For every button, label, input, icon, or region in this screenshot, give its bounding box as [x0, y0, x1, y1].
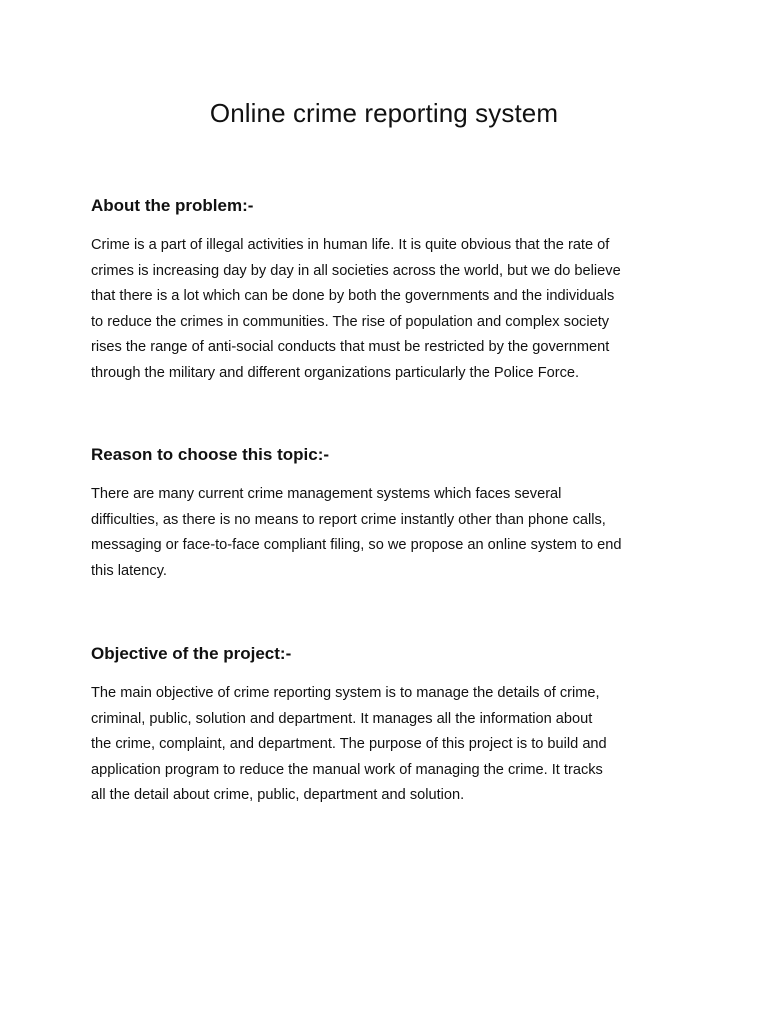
section-heading-objective: Objective of the project:- — [91, 644, 292, 663]
section-heading-reason: Reason to choose this topic:- — [91, 445, 330, 464]
paragraph-line: The main objective of crime reporting system is to manage the details of crime, — [91, 685, 600, 701]
paragraph-line: all the detail about crime, public, department and solution. — [91, 787, 465, 803]
section-paragraph-objective — [91, 681, 691, 809]
paragraph-line: this latency. — [91, 562, 167, 579]
paragraph-line: rises the range of anti-social conducts that must be restricted by the government — [91, 339, 610, 355]
paragraph-line: application program to reduce the manual work of managing the crime. It tracks — [91, 761, 603, 778]
section-paragraph-reason — [91, 482, 691, 584]
paragraph-line: criminal, public, solution and department. It manages all the information about — [91, 710, 593, 727]
paragraph-line: messaging or face-to-face compliant filing, so we propose an online system to end — [91, 537, 622, 553]
paragraph-line: to reduce the crimes in communities. The rise of population and complex society — [91, 313, 610, 330]
paragraph-line: Crime is a part of illegal activities in human life. It is quite obvious that the rate of — [91, 237, 610, 253]
page-title: Online crime reporting system — [209, 98, 559, 128]
section-paragraph-about-problem — [91, 233, 691, 386]
paragraph-line: that there is a lot which can be done by both the governments and the individuals — [91, 288, 615, 304]
paragraph-line: crimes is increasing day by day in all societies across the world, but we do believe — [91, 262, 621, 279]
paragraph-line: There are many current crime management systems which faces several — [91, 486, 562, 502]
paragraph-line: difficulties, as there is no means to report crime instantly other than phone calls, — [91, 511, 606, 528]
paragraph-line: the crime, complaint, and department. The purpose of this project is to build and — [91, 736, 607, 752]
section-heading-about-problem: About the problem:- — [91, 196, 254, 215]
paragraph-line: through the military and different organizations particularly the Police Force. — [91, 364, 580, 381]
